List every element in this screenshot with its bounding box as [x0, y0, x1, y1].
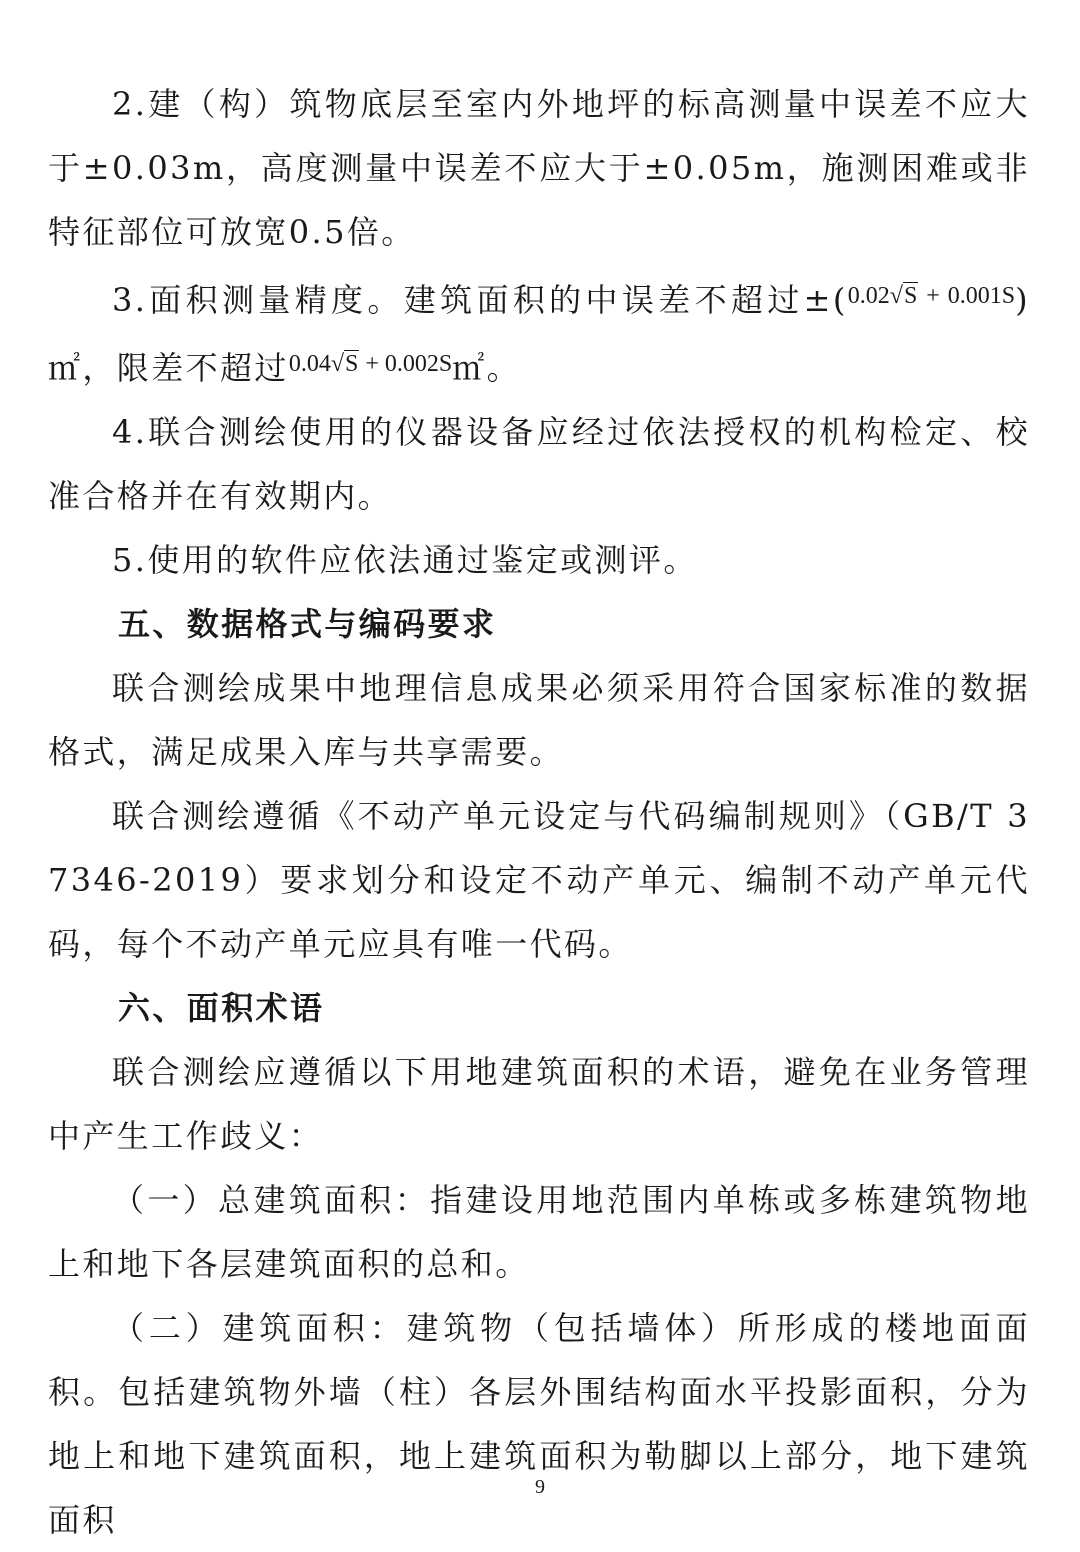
- formula-tolerance: 0.04√S + 0.002S: [288, 351, 453, 377]
- paragraph-software-evaluation: 5.使用的软件应依法通过鉴定或测评。: [112, 541, 698, 579]
- paragraph-unit-coding: 联合测绘遵循《不动产单元设定与代码编制规则》（GB/T 37346-2019）要求划分和设定不动产单元、编制不动产单元代码，每个不动产单元应具有唯一代码。: [48, 797, 1030, 963]
- paragraph-total-building-area: （一）总建筑面积：指建设用地范围内单栋或多栋建筑物地上和地下各层建筑面积的总和。: [48, 1181, 1030, 1283]
- paragraph-data-format: 联合测绘成果中地理信息成果必须采用符合国家标准的数据格式，满足成果入库与共享需要。: [48, 669, 1030, 771]
- area-accuracy-text-mid: )㎡，限差不超过: [48, 281, 1030, 387]
- paragraph-area-terms-intro: 联合测绘应遵循以下用地建筑面积的术语，避免在业务管理中产生工作歧义：: [48, 1053, 1030, 1155]
- formula-mean-error: 0.02√S + 0.001S: [847, 283, 1016, 309]
- section-heading-area-terms: 六、面积术语: [118, 989, 325, 1027]
- paragraph-building-area: （二）建筑面积：建筑物（包括墙体）所形成的楼地面面积。包括建筑物外墙（柱）各层外围结构面水平投影面积，分为地上和地下建筑面积，地上建筑面积为勒脚以上部分，地下建筑面积: [48, 1309, 1030, 1539]
- paragraph-area-accuracy: [48, 264, 1030, 400]
- document-body: [48, 72, 1030, 1552]
- paragraph-elevation-accuracy: 2.建（构）筑物底层至室内外地坪的标高测量中误差不应大于±0.03m，高度测量中误差不应大于±0.05m，施测困难或非特征部位可放宽0.5倍。: [48, 85, 1030, 251]
- paragraph-instrument-calibration: 4.联合测绘使用的仪器设备应经过依法授权的机构检定、校准合格并在有效期内。: [48, 413, 1030, 515]
- area-accuracy-text-end: ㎡。: [452, 349, 522, 387]
- page-number: 9: [535, 1476, 545, 1498]
- section-heading-data-format: 五、数据格式与编码要求: [118, 605, 497, 643]
- area-accuracy-text-start: 3.面积测量精度。建筑面积的中误差不超过±(: [112, 281, 848, 319]
